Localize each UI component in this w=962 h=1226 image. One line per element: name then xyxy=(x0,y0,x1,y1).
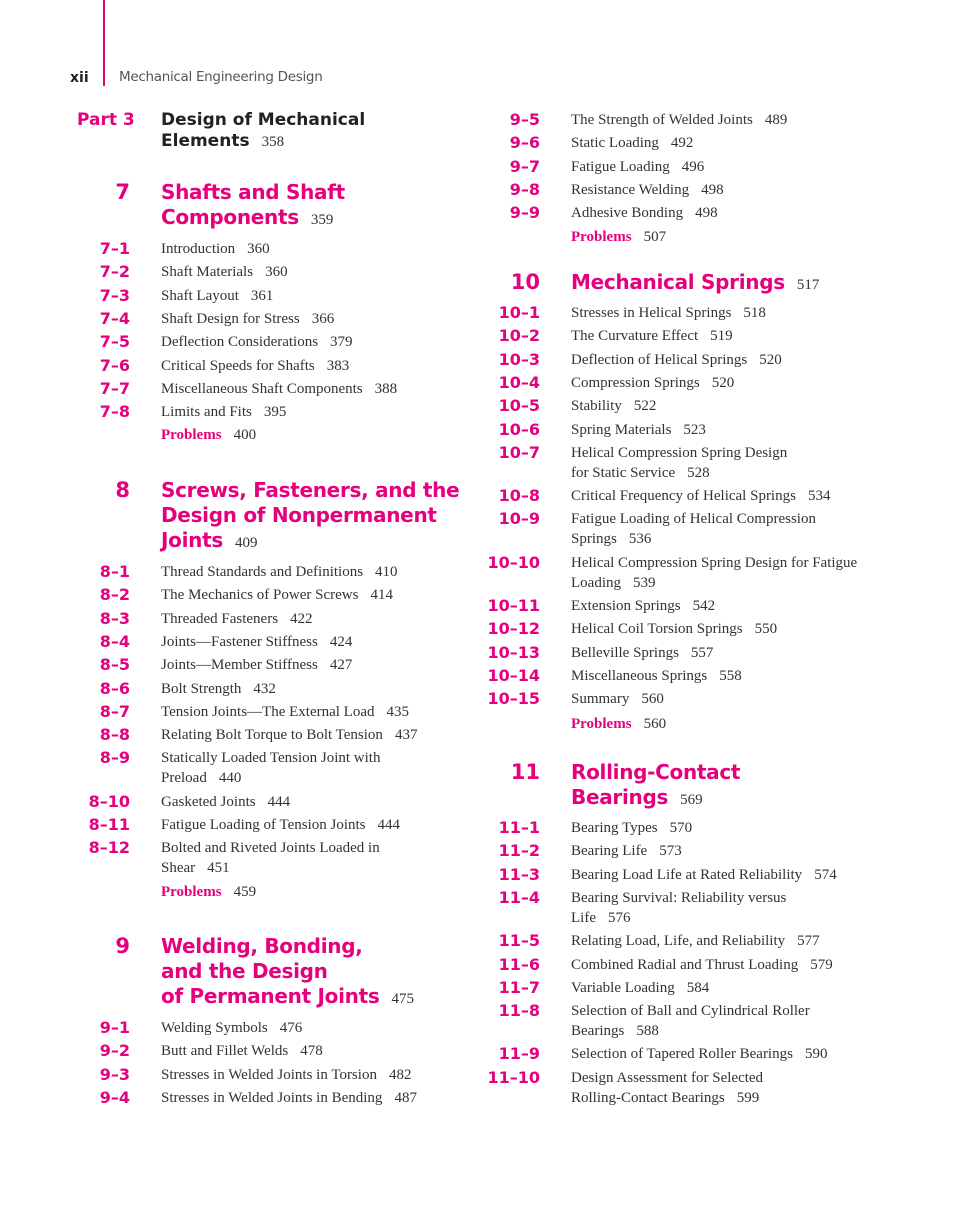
section-page: 518 xyxy=(743,305,766,321)
problems-entry[interactable] xyxy=(161,882,256,902)
section-entry[interactable] xyxy=(571,373,734,393)
section-page: 360 xyxy=(247,241,270,257)
part-title-line2-text: Elements xyxy=(161,131,250,151)
section-number[interactable]: 8–8 xyxy=(99,725,130,745)
section-title: Critical Frequency of Helical Springs xyxy=(571,488,796,505)
section-number[interactable]: 8–5 xyxy=(99,655,130,675)
section-entry[interactable] xyxy=(571,133,693,153)
section-entry[interactable] xyxy=(161,262,288,282)
chapter-title-text: Bearings xyxy=(571,785,669,809)
section-page: 534 xyxy=(807,488,831,505)
section-entry[interactable] xyxy=(161,838,380,878)
chapter-title-c7[interactable] xyxy=(161,180,345,233)
section-number[interactable]: 9–6 xyxy=(509,133,540,153)
chapter-title-text: Rolling-Contact xyxy=(571,760,741,784)
section-entry[interactable] xyxy=(161,815,400,835)
section-entry[interactable] xyxy=(161,679,276,699)
problems-entry[interactable] xyxy=(571,714,666,734)
section-number[interactable]: 10–13 xyxy=(487,642,540,662)
section-entry[interactable] xyxy=(571,666,742,686)
section-page: 542 xyxy=(692,598,716,614)
section-number[interactable]: 10–5 xyxy=(498,396,540,416)
section-page: 361 xyxy=(250,287,274,304)
section-title: Bearing Survival: Reliability versus xyxy=(571,889,787,906)
section-title: Spring Materials xyxy=(571,421,672,438)
section-title: Static Loading xyxy=(571,135,659,152)
section-entry[interactable] xyxy=(571,841,682,861)
section-title: Compression Springs xyxy=(571,374,700,391)
chapter-title-text: of Permanent Joints xyxy=(161,984,380,1008)
chapter-title-text: Components xyxy=(161,205,299,229)
section-page: 451 xyxy=(207,860,230,877)
section-entry[interactable] xyxy=(161,286,273,306)
section-page: 498 xyxy=(695,205,718,222)
section-page: 424 xyxy=(329,633,353,650)
section-title: Butt and Fillet Welds xyxy=(161,1043,289,1060)
section-number[interactable]: 10–4 xyxy=(498,372,540,392)
section-page: 440 xyxy=(218,770,242,787)
section-number[interactable]: 10–11 xyxy=(487,596,540,615)
chapter-title-text: Welding, Bonding, xyxy=(161,934,363,958)
problems-entry[interactable] xyxy=(571,227,666,247)
section-page: 395 xyxy=(263,404,287,421)
section-title-line2: Shear xyxy=(161,860,196,877)
section-entry[interactable] xyxy=(161,725,417,745)
chapter-title-text: Mechanical Springs xyxy=(571,270,785,294)
section-title: Combined Radial and Thrust Loading xyxy=(571,956,799,973)
section-title: Bolted and Riveted Joints Loaded in xyxy=(161,840,380,857)
section-number[interactable]: 11–3 xyxy=(498,864,540,884)
section-page: 498 xyxy=(701,181,724,198)
part-label: Part 3 xyxy=(77,110,135,130)
section-title: Helical Compression Spring Design for Fatigue xyxy=(571,554,858,571)
section-title-line2: Bearings xyxy=(571,1023,625,1040)
chapter-title-line xyxy=(161,959,414,984)
chapter-page: 409 xyxy=(234,535,258,551)
section-title: The Mechanics of Power Screws xyxy=(161,587,359,604)
section-title-cont xyxy=(571,1088,763,1108)
section-page: 422 xyxy=(290,610,313,627)
section-page: 520 xyxy=(759,351,782,368)
section-number[interactable]: 9–9 xyxy=(509,203,540,223)
section-title: Stability xyxy=(571,398,622,415)
section-title: Gasketed Joints xyxy=(161,793,256,810)
section-title: Summary xyxy=(571,691,630,708)
section-entry[interactable] xyxy=(161,748,380,788)
section-page: 410 xyxy=(375,564,398,580)
section-number[interactable]: 10–8 xyxy=(498,486,540,506)
chapter-number[interactable]: 11 xyxy=(510,760,540,784)
section-title: Stresses in Helical Springs xyxy=(571,305,732,321)
section-number[interactable]: 10–1 xyxy=(498,303,540,322)
chapter-title-text: Shafts and Shaft xyxy=(161,180,345,204)
section-title: Resistance Welding xyxy=(571,181,690,198)
section-title-line2: Preload xyxy=(161,770,207,787)
section-page: 492 xyxy=(670,135,694,152)
section-number[interactable]: 11–6 xyxy=(498,954,540,974)
section-page: 528 xyxy=(687,464,710,481)
problems-page: 560 xyxy=(643,716,667,732)
problems-page: 459 xyxy=(233,884,257,900)
part-title-line1: Design of Mechanical xyxy=(161,110,366,130)
section-number[interactable]: 8–10 xyxy=(88,791,130,811)
section-page: 366 xyxy=(311,310,335,327)
section-number[interactable]: 10–2 xyxy=(498,326,540,346)
section-entry[interactable] xyxy=(161,792,290,812)
section-page: 599 xyxy=(736,1089,760,1106)
section-entry[interactable] xyxy=(571,396,656,416)
section-page: 579 xyxy=(810,956,833,973)
section-title: Stresses in Welded Joints in Bending xyxy=(161,1089,383,1106)
section-title: Statically Loaded Tension Joint with xyxy=(161,750,381,767)
section-title: Belleville Springs xyxy=(571,644,679,661)
section-title-cont xyxy=(571,463,787,483)
section-title-cont xyxy=(571,908,786,928)
chapter-number[interactable]: 8 xyxy=(115,478,130,502)
section-title: Tension Joints—The External Load xyxy=(161,703,375,720)
chapter-title-line xyxy=(571,785,740,813)
section-number[interactable]: 7–2 xyxy=(99,262,130,282)
section-title: Bolt Strength xyxy=(161,680,242,697)
chapter-page: 569 xyxy=(680,792,703,808)
part-title xyxy=(161,110,365,153)
chapter-title-line xyxy=(161,180,345,205)
section-page: 536 xyxy=(628,531,652,548)
section-number[interactable]: 10–14 xyxy=(487,665,540,685)
section-page: 576 xyxy=(607,909,631,926)
section-number[interactable]: 10–6 xyxy=(498,419,540,439)
section-entry[interactable] xyxy=(571,888,786,928)
section-page: 487 xyxy=(394,1089,417,1106)
section-page: 432 xyxy=(253,680,276,697)
section-title: Relating Bolt Torque to Bolt Tension xyxy=(161,727,383,744)
section-number[interactable]: 11–7 xyxy=(498,977,540,997)
section-entry[interactable] xyxy=(571,420,706,440)
section-number[interactable]: 10–3 xyxy=(498,349,540,369)
section-entry[interactable] xyxy=(571,157,704,177)
section-title: Extension Springs xyxy=(571,598,681,614)
section-number[interactable]: 8–6 xyxy=(99,678,130,698)
section-title: Shaft Materials xyxy=(161,264,254,281)
section-title: Miscellaneous Shaft Components xyxy=(161,380,363,397)
section-title: Introduction xyxy=(161,241,236,257)
section-entry[interactable] xyxy=(161,1041,323,1061)
problems-page: 507 xyxy=(643,229,667,245)
section-entry[interactable] xyxy=(571,689,664,709)
section-page: 588 xyxy=(636,1023,659,1040)
section-title-line2: for Static Service xyxy=(571,464,676,481)
section-entry[interactable] xyxy=(161,1065,411,1085)
section-title: Fatigue Loading of Tension Joints xyxy=(161,817,366,833)
section-number[interactable]: 9–7 xyxy=(509,156,540,176)
section-number[interactable]: 7–5 xyxy=(99,332,130,352)
page-folio: xii xyxy=(70,70,89,86)
section-title: Joints—Member Stiffness xyxy=(161,657,318,674)
section-page: 539 xyxy=(633,574,656,591)
section-title: Selection of Tapered Roller Bearings xyxy=(571,1046,793,1063)
section-entry[interactable] xyxy=(161,309,334,329)
problems-label: Problems xyxy=(161,884,222,900)
section-page: 427 xyxy=(329,657,353,674)
section-entry[interactable] xyxy=(571,643,713,663)
section-title: Welding Symbols xyxy=(161,1020,268,1036)
section-title-cont xyxy=(161,768,380,788)
section-page: 444 xyxy=(267,793,291,810)
section-page: 414 xyxy=(370,587,393,604)
section-page: 383 xyxy=(326,357,350,374)
section-title-line2: Springs xyxy=(571,531,617,548)
section-entry[interactable] xyxy=(161,1018,302,1038)
section-title: Adhesive Bonding xyxy=(571,205,684,222)
section-entry[interactable] xyxy=(571,1001,810,1041)
section-entry[interactable] xyxy=(161,702,409,722)
section-entry[interactable] xyxy=(161,655,352,675)
section-entry[interactable] xyxy=(571,110,787,130)
section-entry[interactable] xyxy=(571,180,724,200)
section-title: Helical Compression Spring Design xyxy=(571,444,788,461)
section-title: Helical Coil Torsion Springs xyxy=(571,621,743,638)
section-number[interactable]: 11–8 xyxy=(498,1001,540,1021)
section-number[interactable]: 9–2 xyxy=(99,1041,130,1061)
section-title: Critical Speeds for Shafts xyxy=(161,357,315,374)
chapter-title-text: Design of Nonpermanent xyxy=(161,503,437,527)
section-page: 522 xyxy=(633,398,657,415)
section-page: 489 xyxy=(764,112,788,128)
section-number[interactable]: 8–4 xyxy=(99,631,130,651)
section-entry[interactable] xyxy=(571,553,857,593)
section-page: 574 xyxy=(814,866,837,883)
section-title-cont xyxy=(571,573,857,593)
section-page: 476 xyxy=(279,1020,303,1036)
chapter-title-line xyxy=(161,984,414,1012)
section-page: 435 xyxy=(386,703,409,720)
section-entry[interactable] xyxy=(161,356,349,376)
section-title: Selection of Ball and Cylindrical Roller xyxy=(571,1003,810,1020)
section-number[interactable]: 11–2 xyxy=(498,841,540,861)
section-entry[interactable] xyxy=(161,402,286,422)
chapter-page: 359 xyxy=(310,212,334,228)
part-page: 358 xyxy=(261,134,285,150)
section-number[interactable]: 9–8 xyxy=(509,179,540,199)
section-entry[interactable] xyxy=(571,818,692,838)
chapter-title-c11[interactable] xyxy=(571,760,740,813)
section-page: 444 xyxy=(377,817,400,833)
section-number[interactable]: 8–7 xyxy=(99,701,130,721)
section-entry[interactable] xyxy=(161,609,313,629)
chapter-title-text: Screws, Fasteners, and the xyxy=(161,478,460,502)
section-entry[interactable] xyxy=(571,303,766,323)
section-page: 557 xyxy=(690,644,714,661)
section-number[interactable]: 8–9 xyxy=(99,748,130,768)
section-number[interactable]: 11–10 xyxy=(487,1067,540,1087)
section-page: 558 xyxy=(719,667,742,684)
problems-entry[interactable] xyxy=(161,425,256,445)
section-page: 379 xyxy=(330,334,353,351)
section-number[interactable]: 10–10 xyxy=(487,552,540,572)
section-title: Deflection of Helical Springs xyxy=(571,351,748,368)
section-page: 523 xyxy=(683,421,706,438)
section-number[interactable]: 7–7 xyxy=(99,378,130,398)
section-number[interactable]: 7–8 xyxy=(99,402,130,422)
chapter-page: 475 xyxy=(391,991,414,1007)
section-number[interactable]: 10–9 xyxy=(498,509,540,529)
chapter-number[interactable]: 9 xyxy=(115,934,130,958)
section-number[interactable]: 11–5 xyxy=(498,931,540,951)
chapter-title-c8[interactable] xyxy=(161,478,459,556)
section-entry[interactable] xyxy=(571,350,782,370)
section-title: Bearing Life xyxy=(571,843,648,860)
section-entry[interactable] xyxy=(571,619,777,639)
section-page: 573 xyxy=(659,843,682,860)
section-page: 520 xyxy=(711,374,735,391)
section-page: 584 xyxy=(686,979,710,996)
section-title: Fatigue Loading of Helical Compression xyxy=(571,511,816,528)
section-entry[interactable] xyxy=(571,1044,827,1064)
section-entry[interactable] xyxy=(571,509,816,549)
section-number[interactable]: 10–15 xyxy=(487,689,540,709)
section-title: Bearing Load Life at Rated Reliability xyxy=(571,866,803,883)
problems-label: Problems xyxy=(571,716,632,732)
section-title-cont xyxy=(571,1021,810,1041)
section-title: Thread Standards and Definitions xyxy=(161,564,364,580)
section-number[interactable]: 9–1 xyxy=(99,1018,130,1037)
section-number[interactable]: 8–2 xyxy=(99,585,130,605)
section-entry[interactable] xyxy=(161,562,398,582)
section-entry[interactable] xyxy=(161,585,393,605)
section-entry[interactable] xyxy=(571,955,833,975)
chapter-title-line xyxy=(161,478,459,503)
chapter-title-line xyxy=(571,270,819,298)
section-number[interactable]: 7–6 xyxy=(99,355,130,375)
section-title-cont xyxy=(571,529,816,549)
section-number[interactable]: 9–4 xyxy=(99,1087,130,1107)
section-entry[interactable] xyxy=(161,379,397,399)
section-title-line2: Rolling-Contact Bearings xyxy=(571,1089,725,1106)
section-entry[interactable] xyxy=(571,865,837,885)
section-number[interactable]: 8–12 xyxy=(88,838,130,858)
chapter-page: 517 xyxy=(796,277,820,293)
section-entry[interactable] xyxy=(571,931,820,951)
section-page: 360 xyxy=(265,264,288,281)
problems-page: 400 xyxy=(233,427,257,443)
section-title: Miscellaneous Springs xyxy=(571,667,708,684)
chapter-number[interactable]: 10 xyxy=(510,270,540,294)
section-number[interactable]: 8–3 xyxy=(99,608,130,628)
section-title: Fatigue Loading xyxy=(571,158,670,175)
chapter-title-line xyxy=(161,503,459,528)
section-page: 496 xyxy=(681,158,705,175)
section-title: Joints—Fastener Stiffness xyxy=(161,633,318,650)
section-number[interactable]: 7–3 xyxy=(99,285,130,305)
section-number[interactable]: 11–1 xyxy=(498,818,540,837)
section-page: 478 xyxy=(300,1043,323,1060)
section-page: 437 xyxy=(394,727,418,744)
section-number[interactable]: 10–7 xyxy=(498,442,540,462)
section-number[interactable]: 11–4 xyxy=(498,887,540,907)
chapter-title-line xyxy=(161,205,345,233)
section-page: 577 xyxy=(797,933,820,950)
section-entry[interactable] xyxy=(571,1068,763,1108)
part-title-line2 xyxy=(161,131,365,153)
section-title: Bearing Types xyxy=(571,820,658,836)
section-entry[interactable] xyxy=(571,203,718,223)
section-title: Shaft Design for Stress xyxy=(161,310,300,327)
section-title-cont xyxy=(161,858,380,878)
section-title: Threaded Fasteners xyxy=(161,610,279,627)
section-entry[interactable] xyxy=(571,486,830,506)
section-number[interactable]: 10–12 xyxy=(487,619,540,639)
section-page: 570 xyxy=(669,820,693,836)
section-page: 560 xyxy=(641,691,664,708)
section-title: Variable Loading xyxy=(571,979,675,996)
section-entry[interactable] xyxy=(161,332,353,352)
section-number[interactable]: 7–1 xyxy=(99,239,130,258)
section-number[interactable]: 8–1 xyxy=(99,562,130,581)
section-number[interactable]: 9–5 xyxy=(509,110,540,129)
problems-label: Problems xyxy=(161,427,222,443)
chapter-title-c10[interactable] xyxy=(571,270,819,298)
section-title-line2: Loading xyxy=(571,574,621,591)
section-number[interactable]: 11–9 xyxy=(498,1044,540,1064)
section-page: 590 xyxy=(804,1046,828,1063)
chapter-title-line xyxy=(571,760,740,785)
chapter-title-text: and the Design xyxy=(161,959,328,983)
section-title: The Strength of Welded Joints xyxy=(571,112,753,128)
section-page: 519 xyxy=(710,328,733,345)
section-entry[interactable] xyxy=(571,326,733,346)
chapter-title-line xyxy=(161,528,459,556)
section-title: Stresses in Welded Joints in Torsion xyxy=(161,1066,377,1083)
section-entry[interactable] xyxy=(161,239,270,259)
section-title-line2: Life xyxy=(571,909,596,926)
section-entry[interactable] xyxy=(571,978,709,998)
section-entry[interactable] xyxy=(571,596,715,616)
problems-label: Problems xyxy=(571,229,632,245)
section-entry[interactable] xyxy=(571,443,787,483)
section-title: Relating Load, Life, and Reliability xyxy=(571,933,786,950)
chapter-number[interactable]: 7 xyxy=(115,180,130,204)
section-page: 550 xyxy=(754,621,778,638)
section-number[interactable]: 8–11 xyxy=(88,815,130,834)
section-title: Design Assessment for Selected xyxy=(571,1069,764,1086)
section-page: 482 xyxy=(388,1066,412,1083)
section-entry[interactable] xyxy=(161,1088,417,1108)
section-title: The Curvature Effect xyxy=(571,328,699,345)
section-title: Deflection Considerations xyxy=(161,334,319,351)
section-number[interactable]: 7–4 xyxy=(99,308,130,328)
running-title: Mechanical Engineering Design xyxy=(119,69,323,85)
chapter-title-line xyxy=(161,934,414,959)
section-title: Shaft Layout xyxy=(161,287,239,304)
section-entry[interactable] xyxy=(161,632,352,652)
section-number[interactable]: 9–3 xyxy=(99,1064,130,1084)
chapter-title-c9[interactable] xyxy=(161,934,414,1012)
chapter-title-text: Joints xyxy=(161,528,223,552)
header-rule xyxy=(103,0,105,86)
section-title: Limits and Fits xyxy=(161,404,252,421)
section-page: 388 xyxy=(374,380,398,397)
